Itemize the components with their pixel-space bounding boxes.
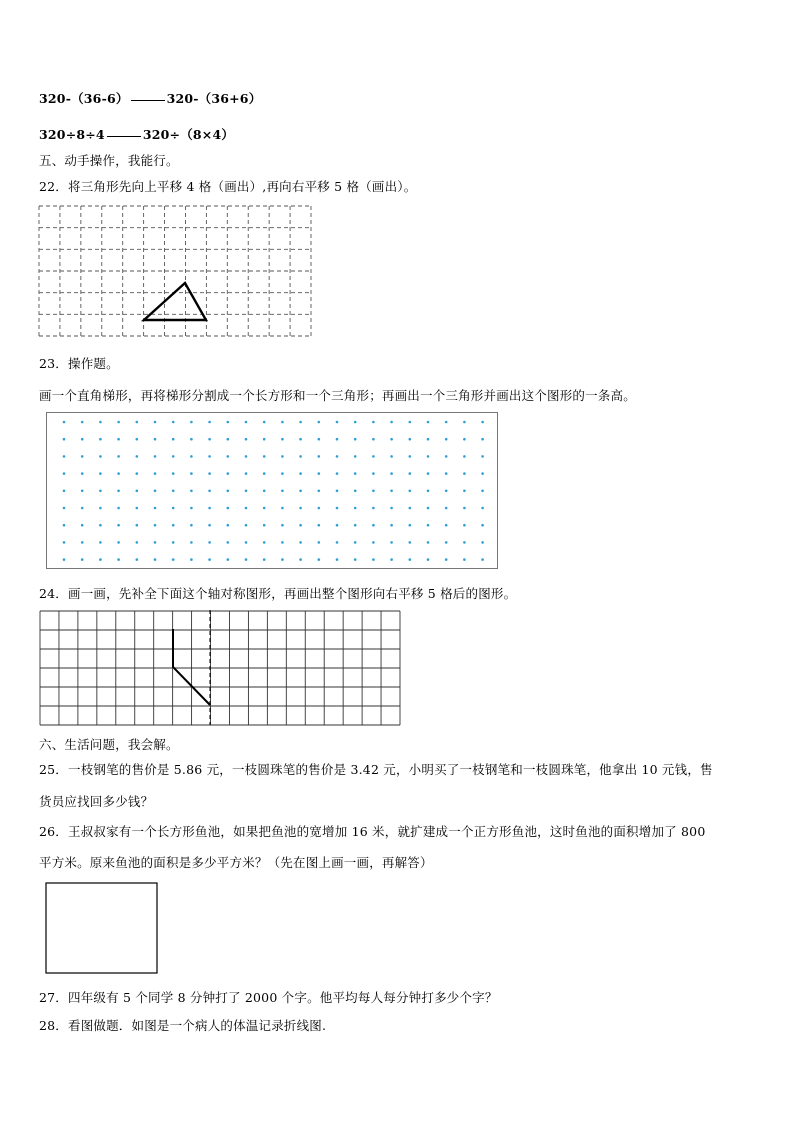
grid-dot	[445, 455, 448, 458]
question-23-text: 画一个直角梯形，再将梯形分割成一个长方形和一个三角形；再画出一个三角形并画出这个图形的一条高。	[39, 388, 636, 403]
grid-dot	[263, 541, 266, 544]
grid-dot	[409, 507, 412, 510]
answer-blank[interactable]	[107, 135, 141, 137]
grid-dot	[445, 490, 448, 493]
grid-dot	[263, 490, 266, 493]
grid-dot	[245, 472, 248, 475]
grid-dot	[172, 455, 175, 458]
grid-dot	[372, 472, 375, 475]
grid-dot	[208, 507, 211, 510]
comparison-2-right: 320÷（8×4）	[142, 127, 235, 142]
grid-dot	[263, 438, 266, 441]
grid-dot	[263, 507, 266, 510]
grid-dot	[172, 507, 175, 510]
grid-dot	[281, 472, 284, 475]
grid-dot	[390, 455, 393, 458]
grid-dot	[172, 524, 175, 527]
grid-dot	[81, 524, 84, 527]
grid-dot	[99, 438, 102, 441]
grid-dot	[427, 438, 430, 441]
grid-dot	[99, 472, 102, 475]
grid-dot	[263, 472, 266, 475]
grid-dot	[81, 490, 84, 493]
grid-dot	[245, 421, 248, 424]
grid-dot	[117, 524, 120, 527]
grid-dot	[354, 421, 357, 424]
grid-dot	[208, 455, 211, 458]
grid-dot	[117, 472, 120, 475]
grid-dot	[390, 421, 393, 424]
grid-dot	[227, 472, 230, 475]
question-28: 28．看图做题．如图是一个病人的体温记录折线图.	[39, 1018, 327, 1033]
grid-dot	[481, 558, 484, 561]
grid-dot	[172, 438, 175, 441]
grid-dot	[99, 455, 102, 458]
grid-dot	[190, 455, 193, 458]
grid-dot	[154, 507, 157, 510]
grid-dot	[299, 455, 302, 458]
grid-dot	[245, 455, 248, 458]
grid-dot	[463, 421, 466, 424]
grid-dot	[154, 541, 157, 544]
grid-dot	[99, 524, 102, 527]
grid-dot	[99, 490, 102, 493]
grid-dot	[81, 541, 84, 544]
grid-dot	[281, 421, 284, 424]
grid-dot	[299, 507, 302, 510]
comparison-2-left: 320÷8÷4	[39, 127, 105, 142]
grid-dot	[281, 490, 284, 493]
grid-dot	[263, 558, 266, 561]
grid-dot	[154, 455, 157, 458]
grid-dot	[481, 507, 484, 510]
grid-dot	[245, 490, 248, 493]
grid-dot	[390, 558, 393, 561]
grid-dot	[117, 507, 120, 510]
grid-dot	[318, 558, 321, 561]
grid-dot	[390, 472, 393, 475]
grid-dot	[172, 490, 175, 493]
grid-dot	[318, 524, 321, 527]
grid-dot	[463, 558, 466, 561]
q22-grid-figure[interactable]	[38, 205, 313, 341]
grid-dot	[390, 507, 393, 510]
grid-dot	[354, 524, 357, 527]
question-23-title: 23．操作题。	[39, 356, 119, 371]
grid-dot	[227, 558, 230, 561]
question-25-line-2: 货员应找回多少钱？	[39, 794, 154, 809]
grid-dot	[154, 472, 157, 475]
question-26-line-2: 平方米。原来鱼池的面积是多少平方米？（先在图上画一画，再解答）	[39, 855, 433, 870]
grid-dot	[117, 421, 120, 424]
grid-dot	[208, 524, 211, 527]
grid-dot	[172, 472, 175, 475]
question-25-line-1: 25．一枝钢笔的售价是 5.86 元，一枝圆珠笔的售价是 3.42 元，小明买了一枝钢笔和一枝圆珠笔，他拿出 10 元钱，售	[39, 762, 713, 777]
comparison-1	[39, 89, 261, 107]
grid-dot	[154, 438, 157, 441]
grid-dot	[99, 507, 102, 510]
grid-dot	[463, 438, 466, 441]
q26-pond-square[interactable]	[45, 882, 160, 975]
grid-dot	[154, 421, 157, 424]
grid-dot	[190, 507, 193, 510]
grid-dot	[136, 490, 139, 493]
grid-dot	[336, 490, 339, 493]
grid-dot	[99, 558, 102, 561]
grid-dot	[427, 455, 430, 458]
grid-dot	[190, 421, 193, 424]
grid-dot	[63, 455, 66, 458]
grid-dot	[117, 558, 120, 561]
grid-dot	[63, 507, 66, 510]
grid-dot	[390, 438, 393, 441]
grid-dot	[154, 524, 157, 527]
grid-dot	[63, 524, 66, 527]
grid-dot	[117, 455, 120, 458]
grid-dot	[245, 541, 248, 544]
answer-blank[interactable]	[131, 99, 165, 101]
grid-dot	[318, 438, 321, 441]
grid-dot	[208, 472, 211, 475]
grid-dot	[354, 472, 357, 475]
grid-dot	[136, 472, 139, 475]
grid-dot	[245, 438, 248, 441]
grid-dot	[318, 507, 321, 510]
grid-dot	[427, 490, 430, 493]
grid-dot	[281, 524, 284, 527]
grid-dot	[63, 421, 66, 424]
grid-dot	[281, 507, 284, 510]
grid-dot	[172, 421, 175, 424]
grid-dot	[390, 490, 393, 493]
grid-dot	[372, 455, 375, 458]
grid-dot	[81, 507, 84, 510]
grid-dot	[372, 438, 375, 441]
grid-dot	[81, 455, 84, 458]
grid-dot	[463, 541, 466, 544]
grid-dot	[481, 455, 484, 458]
grid-dot	[445, 438, 448, 441]
grid-dot	[318, 421, 321, 424]
grid-dot	[445, 507, 448, 510]
grid-dot	[463, 524, 466, 527]
grid-dot	[99, 421, 102, 424]
grid-dot	[281, 541, 284, 544]
grid-dot	[63, 541, 66, 544]
grid-dot	[117, 541, 120, 544]
grid-dot	[136, 438, 139, 441]
comparison-1-right: 320-（36+6）	[166, 91, 262, 106]
grid-dot	[281, 558, 284, 561]
question-26-line-1: 26．王叔叔家有一个长方形鱼池，如果把鱼池的宽增加 16 米，就扩建成一个正方形鱼池，这时鱼池的面积增加了 800	[39, 824, 706, 839]
grid-dot	[481, 490, 484, 493]
grid-dot	[117, 438, 120, 441]
q24-grid-figure[interactable]	[39, 610, 401, 726]
grid-dot	[208, 541, 211, 544]
grid-dot	[409, 472, 412, 475]
comparison-1-left: 320-（36-6）	[39, 91, 129, 106]
grid-dot	[409, 490, 412, 493]
question-22: 22．将三角形先向上平移 4 格（画出）,再向右平移 5 格（画出）。	[39, 179, 417, 194]
grid-dot	[208, 438, 211, 441]
grid-dot	[136, 524, 139, 527]
grid-dot	[409, 541, 412, 544]
grid-dot	[227, 438, 230, 441]
section-5-title: 五、动手操作，我能行。	[39, 153, 179, 168]
grid-dot	[117, 490, 120, 493]
grid-dot	[427, 421, 430, 424]
grid-dot	[318, 490, 321, 493]
grid-dot	[463, 472, 466, 475]
grid-dot	[190, 438, 193, 441]
grid-dot	[463, 507, 466, 510]
grid-dot	[336, 507, 339, 510]
grid-dot	[63, 490, 66, 493]
grid-dot	[409, 455, 412, 458]
grid-dot	[427, 558, 430, 561]
section-6-title: 六、生活问题，我会解。	[39, 737, 179, 752]
grid-dot	[227, 490, 230, 493]
grid-dot	[99, 541, 102, 544]
grid-dot	[409, 524, 412, 527]
grid-dot	[263, 421, 266, 424]
grid-dot	[299, 472, 302, 475]
grid-dot	[299, 541, 302, 544]
grid-dot	[336, 421, 339, 424]
grid-dot	[445, 524, 448, 527]
grid-dot	[427, 472, 430, 475]
grid-dot	[445, 472, 448, 475]
grid-dot	[227, 421, 230, 424]
grid-dot	[372, 507, 375, 510]
grid-dot	[463, 490, 466, 493]
grid-dot	[354, 558, 357, 561]
grid-dot	[190, 472, 193, 475]
grid-dot	[336, 558, 339, 561]
grid-dot	[136, 421, 139, 424]
grid-dot	[263, 524, 266, 527]
grid-dot	[208, 490, 211, 493]
grid-dot	[245, 524, 248, 527]
comparison-2	[39, 125, 234, 143]
grid-dot	[354, 490, 357, 493]
grid-dot	[208, 421, 211, 424]
grid-dot	[427, 507, 430, 510]
grid-dot	[190, 524, 193, 527]
grid-dot	[245, 507, 248, 510]
grid-dot	[281, 438, 284, 441]
grid-dot	[409, 558, 412, 561]
grid-dot	[427, 524, 430, 527]
grid-dot	[336, 472, 339, 475]
grid-dot	[481, 541, 484, 544]
grid-dot	[227, 507, 230, 510]
grid-dot	[445, 541, 448, 544]
grid-dot	[81, 472, 84, 475]
grid-dot	[372, 421, 375, 424]
grid-dot	[481, 472, 484, 475]
q23-dot-grid[interactable]	[46, 412, 499, 570]
grid-dot	[63, 558, 66, 561]
grid-dot	[409, 421, 412, 424]
grid-dot	[154, 490, 157, 493]
grid-dot	[336, 541, 339, 544]
grid-dot	[445, 558, 448, 561]
grid-dot	[299, 421, 302, 424]
grid-dot	[336, 438, 339, 441]
grid-dot	[208, 558, 211, 561]
grid-dot	[318, 541, 321, 544]
grid-dot	[481, 524, 484, 527]
grid-dot	[172, 541, 175, 544]
grid-dot	[81, 558, 84, 561]
grid-dot	[318, 455, 321, 458]
grid-dot	[354, 541, 357, 544]
grid-dot	[190, 490, 193, 493]
grid-dot	[154, 558, 157, 561]
grid-dot	[81, 421, 84, 424]
grid-dot	[318, 472, 321, 475]
grid-dot	[63, 472, 66, 475]
grid-dot	[136, 541, 139, 544]
grid-dot	[227, 524, 230, 527]
grid-dot	[336, 455, 339, 458]
grid-dot	[245, 558, 248, 561]
grid-dot	[427, 541, 430, 544]
grid-dot	[372, 558, 375, 561]
grid-dot	[136, 507, 139, 510]
grid-dot	[354, 438, 357, 441]
question-27: 27．四年级有 5 个同学 8 分钟打了 2000 个字。他平均每人每分钟打多少个字？	[39, 990, 498, 1005]
grid-dot	[481, 421, 484, 424]
grid-dot	[372, 490, 375, 493]
grid-dot	[227, 541, 230, 544]
grid-dot	[299, 524, 302, 527]
grid-dot	[81, 438, 84, 441]
grid-dot	[481, 438, 484, 441]
question-24: 24．画一画，先补全下面这个轴对称图形，再画出整个图形向右平移 5 格后的图形。	[39, 586, 517, 601]
grid-dot	[372, 541, 375, 544]
grid-dot	[63, 438, 66, 441]
grid-dot	[136, 455, 139, 458]
grid-dot	[263, 455, 266, 458]
grid-dot	[372, 524, 375, 527]
grid-dot	[136, 558, 139, 561]
grid-dot	[190, 541, 193, 544]
grid-dot	[227, 455, 230, 458]
grid-dot	[172, 558, 175, 561]
grid-dot	[336, 524, 339, 527]
grid-dot	[299, 490, 302, 493]
grid-dot	[281, 455, 284, 458]
grid-dot	[354, 455, 357, 458]
grid-dot	[445, 421, 448, 424]
grid-dot	[190, 558, 193, 561]
grid-dot	[390, 524, 393, 527]
grid-dot	[409, 438, 412, 441]
grid-dot	[299, 438, 302, 441]
grid-dot	[463, 455, 466, 458]
grid-dot	[354, 507, 357, 510]
grid-dot	[299, 558, 302, 561]
grid-dot	[390, 541, 393, 544]
